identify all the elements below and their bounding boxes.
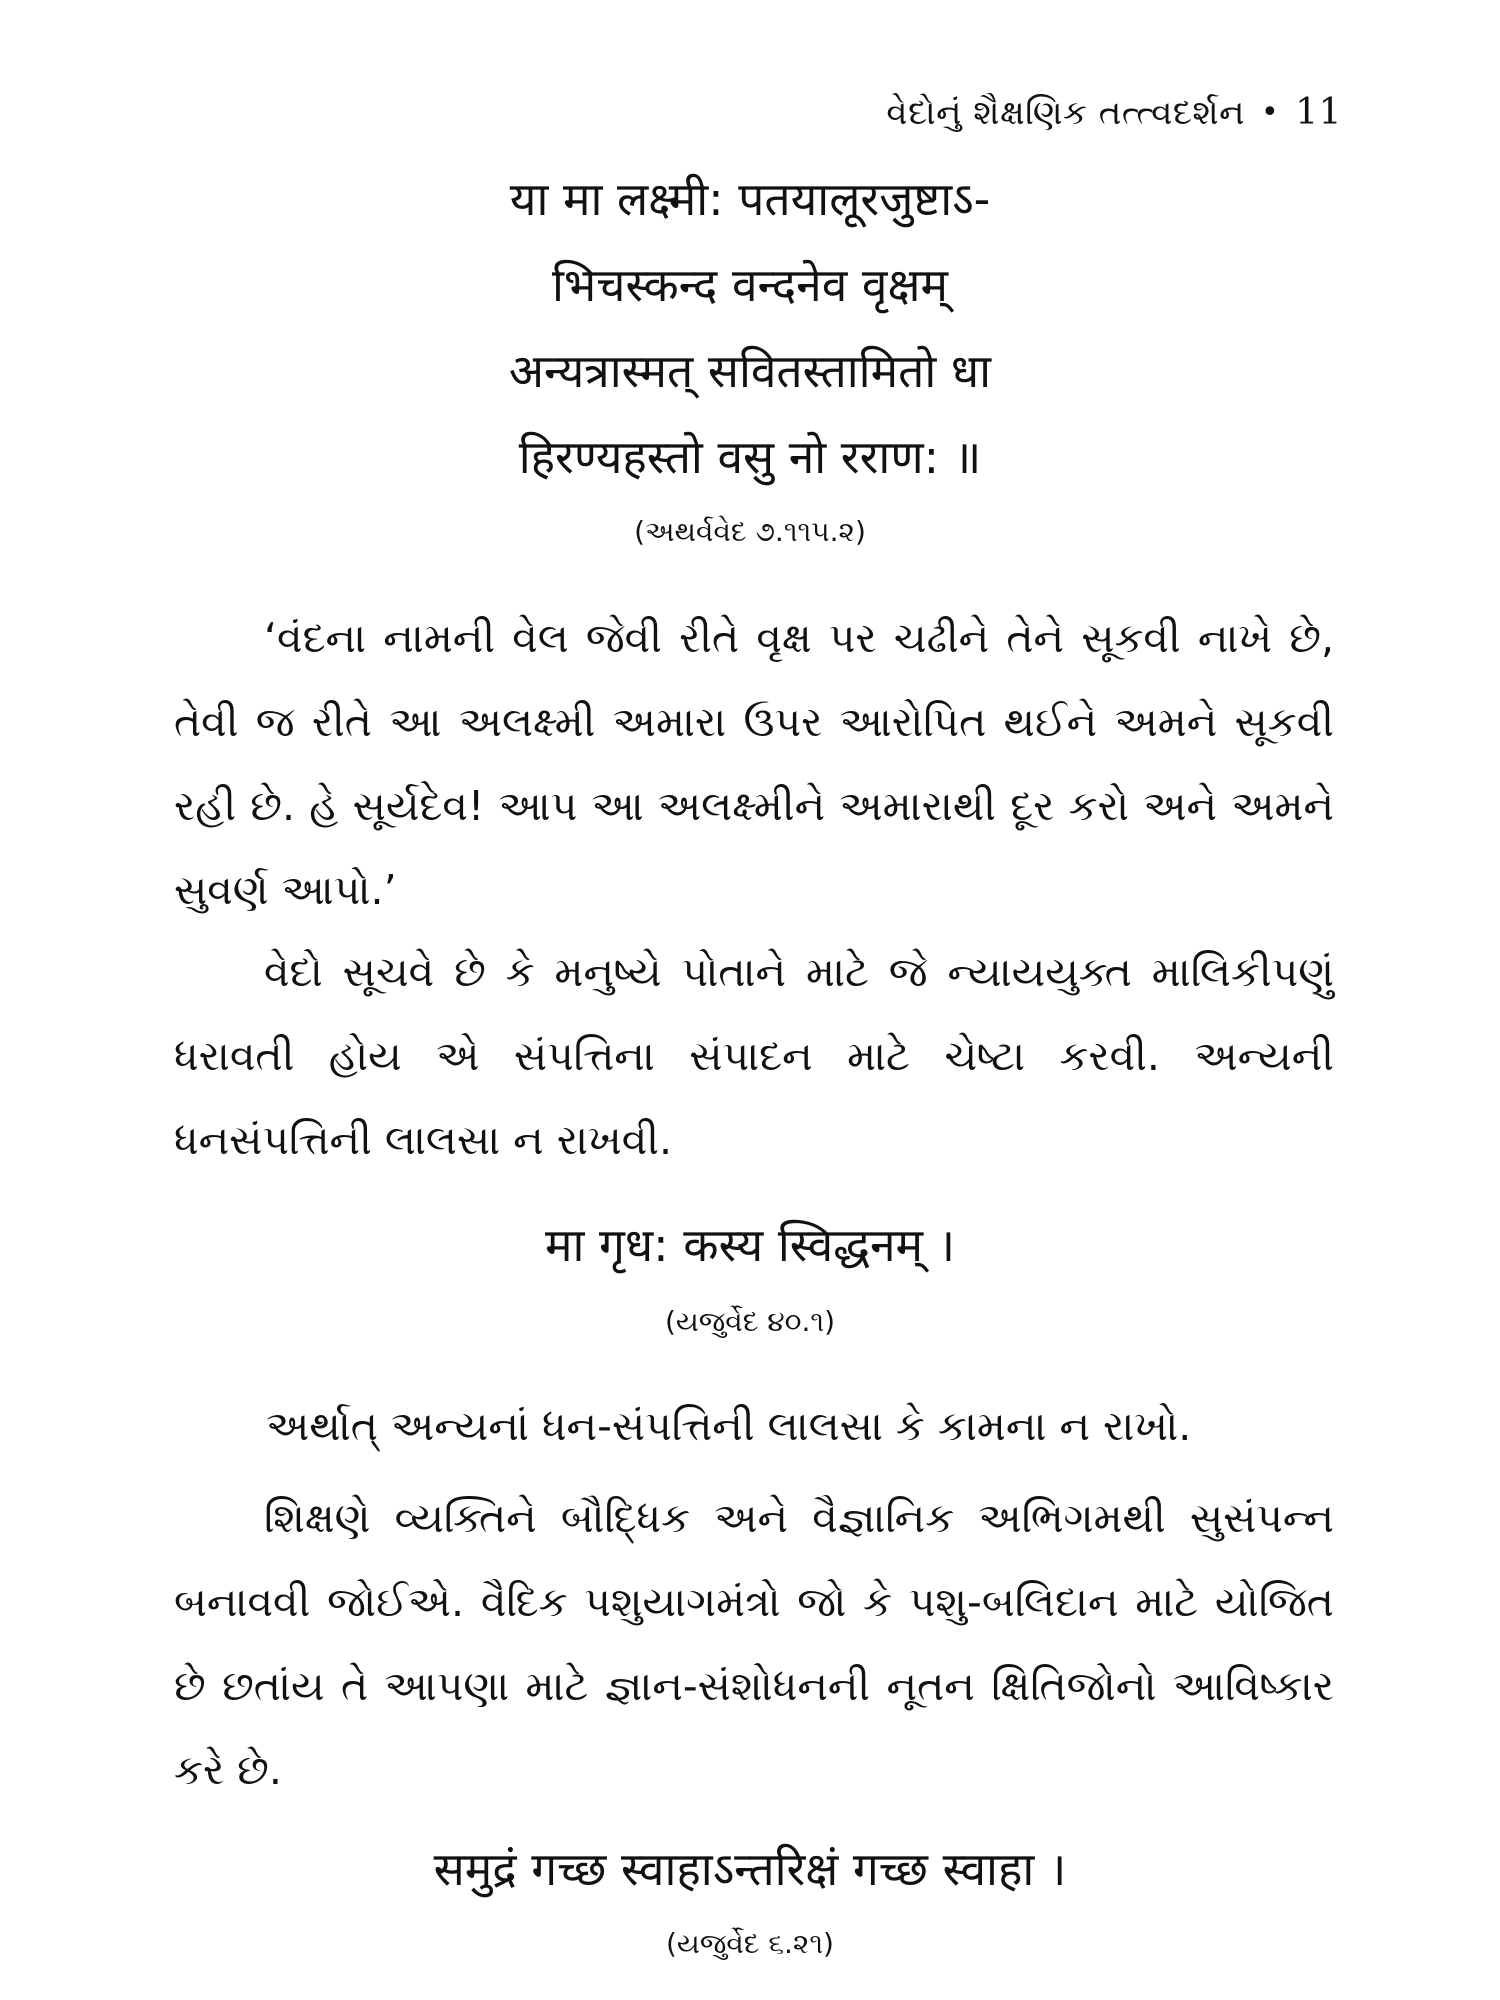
verse-1-line-4: हिरण्यहस्तो वसु नो रराण: ॥ bbox=[518, 430, 982, 484]
paragraph-vedas-wealth: વેદો સૂચવે છે કે મનુષ્યે પોતાને માટે જે ન્યાયયુક્ત માલિકીપણું ધરાવતી હોય એ સંપત્તિના સંપાદન માટે ચેષ્ટા કરવી. અન્યની ધનસંપત્તિની લાલસા ન રાખવી. bbox=[174, 948, 1334, 1164]
verse-1-line-1: या मा लक्ष्मी: पतयालूरजुष्टाऽ- bbox=[509, 172, 991, 226]
running-header bbox=[886, 92, 1342, 133]
paragraph-education: શિક્ષણે વ્યક્તિને બૌદ્ધિક અને વૈજ્ઞાનિક અભિગમથી સુસંપન્ન બનાવવી જોઈએ. વૈદિક પશુયાગમંત્રો જો કે પશુ-બલિદાન માટે યોજિત છે છતાંય તે આપણા માટે જ્ઞાન-સંશોધનની નૂતન ક્ષિતિજોનો આવિષ્કાર કરે છે. bbox=[174, 1494, 1334, 1794]
verse-1-line-2: भिचस्कन्द वन्दनेव वृक्षम् bbox=[552, 258, 948, 312]
verse-1-line-3: अन्यत्रास्मत् सवितस्तामितो धा bbox=[508, 344, 992, 398]
paragraph-translation: ‘વંદના નામની વેલ જેવી રીતે વૃક્ષ પર ચઢીને તેને સૂકવી નાખે છે, તેવી જ રીતે આ અલક્ષ્મી અમારા ઉપર આરોપિત થઈને અમને સૂકવી રહી છે. હે સૂર્યદેવ! આપ આ અલક્ષ્મીને અમારાથી દૂર કરો અને અમને સુવર્ણ આપો.’ bbox=[174, 614, 1334, 914]
verse-1-reference: (અથર્વવેદ ૭.૧૧૫.૨) bbox=[634, 515, 866, 548]
verse-2-line: मा गृध: कस्य स्विद्धनम् । bbox=[544, 1218, 956, 1272]
verse-3-reference: (યજુર્વેદ ૬.૨૧) bbox=[665, 1927, 834, 1960]
paragraph-meaning: અર્થાત્ અન્યનાં ધન-સંપત્તિની લાલસા કે કામના ન રાખો. bbox=[266, 1402, 1192, 1450]
page-number: 11 bbox=[1295, 92, 1342, 133]
running-title: વેદોનું શૈક્ષણિક તત્ત્વદર્શન bbox=[886, 92, 1245, 133]
header-bullet: • bbox=[1260, 94, 1280, 130]
verse-3-line: समुद्रं गच्छ स्वाहाऽन्तरिक्षं गच्छ स्वाहा । bbox=[433, 1842, 1067, 1896]
verse-2-reference: (યજુર્વેદ ૪૦.૧) bbox=[664, 1305, 836, 1338]
